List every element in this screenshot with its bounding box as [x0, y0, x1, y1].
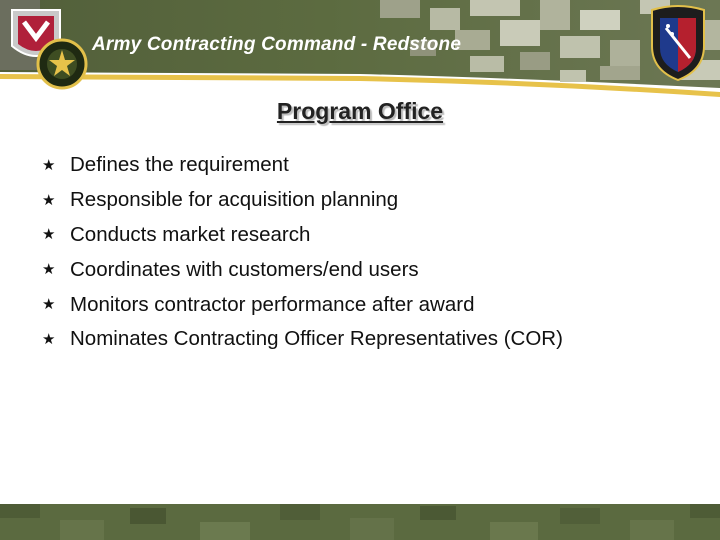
- bullet-text: Responsible for acquisition planning: [70, 188, 399, 212]
- bullet-text: Coordinates with customers/end users: [70, 257, 419, 281]
- bullet-item: [42, 252, 563, 287]
- slide-footer: [0, 504, 720, 540]
- bullet-item: [42, 218, 563, 253]
- slide-header: [0, 0, 720, 100]
- slide-title-text: Program Office: [276, 98, 444, 124]
- header-title: Army Contracting Command - Redstone: [92, 34, 462, 55]
- bullet-text: Nominates Contracting Officer Representatives (COR): [70, 327, 563, 351]
- star-bullet-icon: ★: [42, 296, 56, 314]
- bullet-item: [42, 148, 563, 183]
- footer-camo-band: [0, 504, 720, 540]
- star-bullet-icon: ★: [42, 261, 56, 279]
- army-contracting-command-seal-icon: [36, 38, 88, 90]
- bullet-item: [42, 287, 563, 322]
- slide-title: [0, 98, 720, 125]
- bullet-text: Conducts market research: [70, 222, 311, 246]
- star-bullet-icon: ★: [42, 156, 56, 174]
- star-bullet-icon: ★: [42, 191, 56, 209]
- star-bullet-icon: ★: [42, 226, 56, 244]
- bullet-text: Monitors contractor performance after award: [70, 292, 475, 316]
- bullet-text: Defines the requirement: [70, 153, 289, 177]
- army-contracting-command-shield-icon: [646, 2, 710, 82]
- bullet-list: [42, 148, 563, 357]
- bullet-item: [42, 322, 563, 357]
- star-bullet-icon: ★: [42, 330, 56, 348]
- bullet-item: [42, 183, 563, 218]
